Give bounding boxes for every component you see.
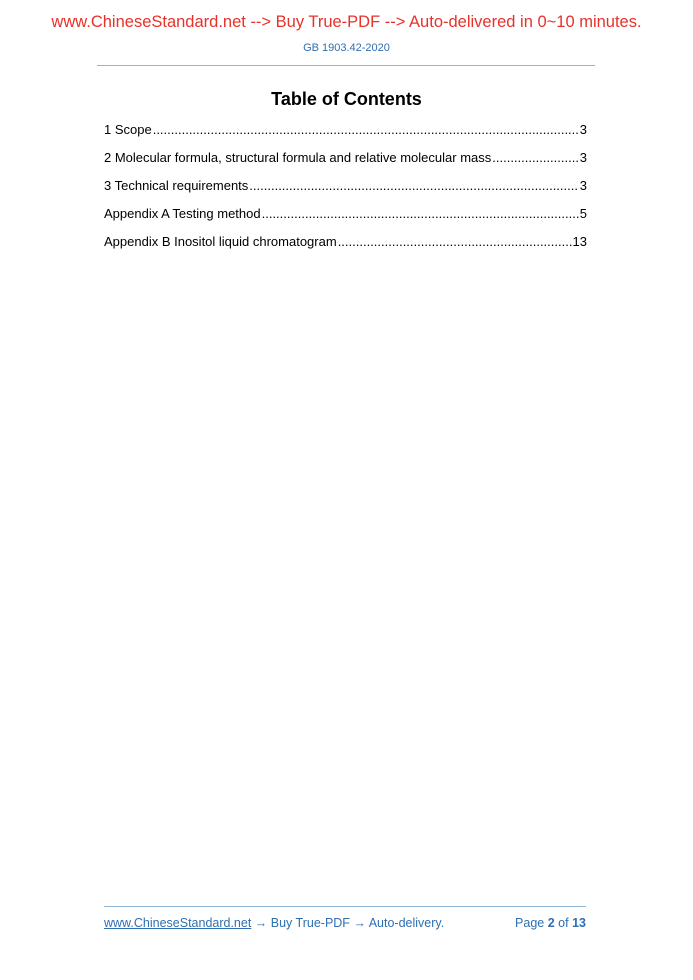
toc-entry-page: 3 (579, 122, 587, 137)
header-banner: www.ChineseStandard.net --> Buy True-PDF --> Auto-delivered in 0~10 minutes. (51, 13, 642, 31)
footer-promo-text: → Buy True-PDF → Auto-delivery. (251, 916, 445, 930)
toc-entry-page: 13 (572, 234, 587, 249)
toc-entry-page: 5 (579, 206, 587, 221)
toc-dot-leader (153, 122, 579, 137)
toc-entry-label: Appendix B Inositol liquid chromatogram (104, 234, 337, 249)
toc-entry-label: 1 Scope (104, 122, 152, 137)
toc-entry-label: Appendix A Testing method (104, 206, 261, 221)
toc-dot-leader (338, 234, 572, 249)
toc-entry-label: 2 Molecular formula, structural formula and relative molecular mass (104, 150, 492, 165)
toc-entry-appendix-a[interactable] (104, 206, 587, 234)
toc-entry-appendix-b[interactable] (104, 234, 587, 262)
toc-entry-technical-requirements[interactable] (104, 178, 587, 206)
toc-entry-scope[interactable] (104, 122, 587, 150)
toc-dot-leader (249, 178, 578, 193)
standard-code: GB 1903.42-2020 (303, 42, 390, 54)
page-footer (104, 916, 586, 930)
total-page-count: 13 (572, 916, 586, 930)
table-of-contents (104, 122, 587, 262)
footer-site-link[interactable]: www.ChineseStandard.net (104, 916, 252, 930)
page-word: Page (515, 916, 545, 930)
footer-promo (104, 916, 444, 930)
toc-title: Table of Contents (271, 89, 422, 109)
of-word: of (558, 916, 569, 930)
toc-entry-page: 3 (579, 150, 587, 165)
current-page-number: 2 (547, 916, 555, 930)
header-divider (97, 65, 595, 66)
toc-dot-leader (492, 150, 579, 165)
toc-dot-leader (262, 206, 579, 221)
page-indicator (515, 916, 586, 930)
toc-entry-molecular-formula[interactable] (104, 150, 587, 178)
footer-divider (104, 906, 586, 907)
toc-entry-page: 3 (579, 178, 587, 193)
toc-entry-label: 3 Technical requirements (104, 178, 249, 193)
